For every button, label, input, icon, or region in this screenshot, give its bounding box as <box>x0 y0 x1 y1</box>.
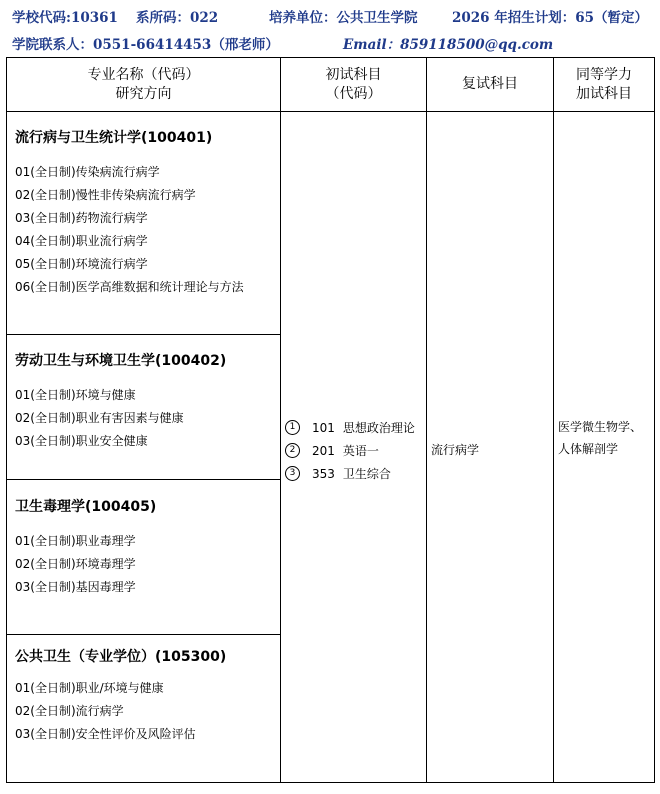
direction-item: 01(全日制)传染病流行病学 <box>15 165 160 179</box>
circled-number-icon: 2 <box>285 443 300 458</box>
retest-subject: 流行病学 <box>431 443 480 457</box>
exam-name: 英语一 <box>342 444 379 458</box>
major-section-public-health <box>7 635 280 783</box>
direction-item: 06(全日制)医学高维数据和统计理论与方法 <box>15 280 244 294</box>
direction-item: 03(全日制)职业安全健康 <box>15 434 148 448</box>
contact-person: 学院联系人：0551-66414453（邢老师） <box>12 37 279 53</box>
direction-item: 02(全日制)职业有害因素与健康 <box>15 411 184 425</box>
major-title: 流行病与卫生统计学(100401) <box>15 130 213 146</box>
header-exam-subjects: 初试科目 <box>325 66 382 83</box>
header-extra <box>554 58 654 111</box>
training-unit: 培养单位：公共卫生学院 <box>269 10 418 26</box>
direction-item: 01(全日制)环境与健康 <box>15 388 136 402</box>
exam-code: 101 <box>312 420 335 435</box>
exam-name: 思想政治理论 <box>342 421 415 435</box>
major-title: 卫生毒理学(100405) <box>15 499 157 515</box>
dept-code: 系所码：022 <box>136 10 219 26</box>
exam-code: 353 <box>312 466 335 481</box>
school-code: 学校代码:10361 <box>12 10 118 26</box>
extra-subjects <box>558 416 642 460</box>
direction-item: 02(全日制)流行病学 <box>15 704 124 718</box>
header-extra-subjects: 加试科目 <box>576 85 632 102</box>
direction-item: 03(全日制)安全性评价及风险评估 <box>15 727 196 741</box>
circled-number-icon: 3 <box>285 466 300 481</box>
header-retest-subject: 复试科目 <box>462 76 518 92</box>
major-section-occupational-env-health <box>7 335 280 479</box>
major-section-toxicology <box>7 480 280 634</box>
exam-subject-item <box>285 442 379 459</box>
header-exam-code: （代码） <box>325 85 382 102</box>
major-title: 劳动卫生与环境卫生学(100402) <box>15 353 227 369</box>
direction-item: 03(全日制)基因毒理学 <box>15 580 136 594</box>
extra-subject-line: 人体解剖学 <box>558 442 619 456</box>
major-section-epidemiology <box>7 112 280 334</box>
exam-code: 201 <box>312 443 335 458</box>
circled-number-icon: 1 <box>285 420 300 435</box>
direction-item: 05(全日制)环境流行病学 <box>15 257 148 271</box>
direction-item: 03(全日制)药物流行病学 <box>15 211 148 225</box>
contact-email: Email：859118500@qq.com <box>343 37 554 53</box>
admission-table <box>6 57 655 783</box>
major-title: 公共卫生（专业学位）(105300) <box>15 649 227 665</box>
direction-item: 02(全日制)环境毒理学 <box>15 557 136 571</box>
header-retest <box>427 58 553 111</box>
header-exam <box>281 58 426 111</box>
header-major <box>7 58 280 111</box>
direction-item: 02(全日制)慢性非传染病流行病学 <box>15 188 196 202</box>
direction-item: 01(全日制)职业/环境与健康 <box>15 681 164 695</box>
direction-item: 01(全日制)职业毒理学 <box>15 534 136 548</box>
exam-name: 卫生综合 <box>342 467 391 481</box>
direction-item: 04(全日制)职业流行病学 <box>15 234 148 248</box>
enrollment-plan: 2026 年招生计划：65（暂定） <box>452 10 649 26</box>
exam-subject-item <box>285 419 415 436</box>
extra-subject-line: 医学微生物学、 <box>558 420 643 434</box>
header-research-direction: 研究方向 <box>115 85 172 102</box>
header-major-name: 专业名称（代码） <box>87 66 200 83</box>
exam-subject-item <box>285 465 391 482</box>
header-equivalent: 同等学力 <box>576 66 632 83</box>
